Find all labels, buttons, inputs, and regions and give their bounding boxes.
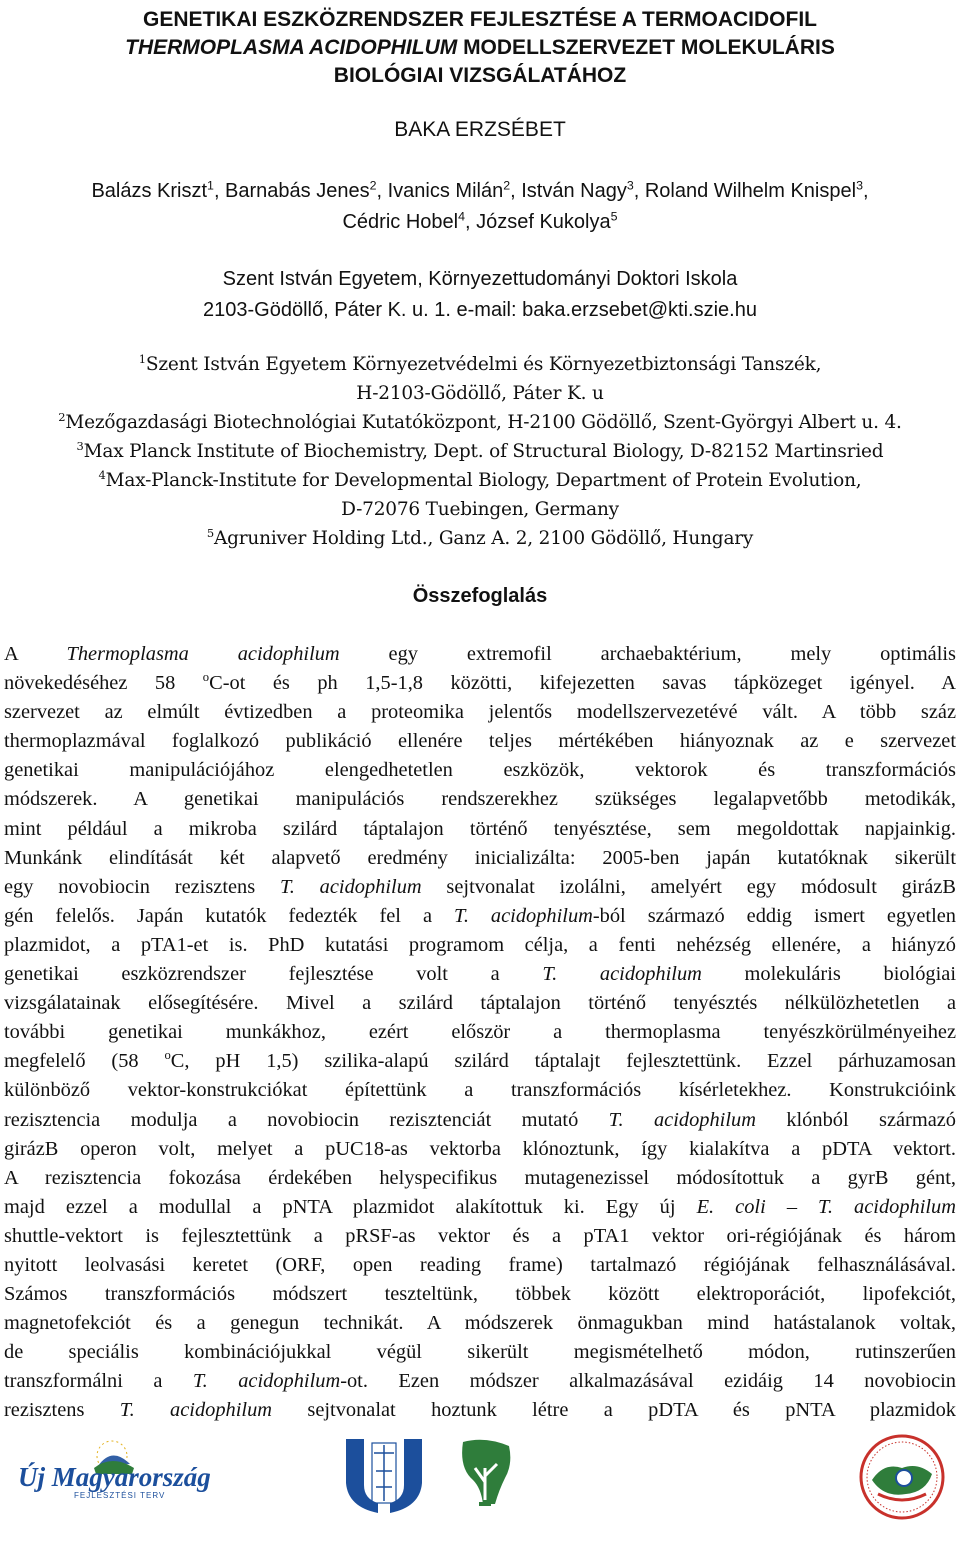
main-affiliation [0,264,960,326]
abstract-line [4,931,956,960]
university-emblem [342,1433,426,1515]
logo-wordmark: Új Magyarország [18,1462,211,1492]
coauthor-affil-num: 4 [458,209,465,224]
abstract-segment: sejtvonalat izolálni, amelyért egy módosult girázB [421,875,957,898]
affiliation-item [0,350,960,379]
abstract-line [4,1076,956,1105]
species-name: T. acidophilum [454,904,593,927]
coauthor: Cédric Hobel [342,211,459,233]
coauthor-affil-num: 3 [626,178,634,193]
affiliation-item [0,524,960,553]
tree-icon [455,1438,515,1508]
abstract-line [4,844,956,873]
abstract-segment: további genetikai munkákhoz, ezért először a thermoplasma tenyészkörülményeihez [4,1021,956,1044]
abstract-line [4,1338,956,1367]
abstract-line [4,640,956,669]
abstract-segment: girázB operon volt, melyet a pUC18-as vektorba klónoztunk, így kialakítva a pDTA vektort. [4,1137,956,1160]
species-name: T. acidophilum [119,1399,273,1422]
affiliation-text: Agruniver Holding Ltd., Ganz A. 2, 2100 Gödöllő, Hungary [213,528,754,549]
title-line-2-rest: MODELLSZERVEZET MOLEKULÁRIS [457,36,835,59]
title-line-2 [0,34,960,62]
abstract-line [4,1251,956,1280]
tree-logo [455,1438,515,1508]
affiliation-number: 1 [138,351,146,366]
abstract-line [4,960,956,989]
title-species: THERMOPLASMA ACIDOPHILUM [125,36,458,59]
coauthor-separator: , [862,180,869,202]
affiliation-text: Szent István Egyetem Környezetvédelmi és Környezetbiztonsági Tanszék, [145,354,822,375]
abstract-segment: klónból származó [755,1108,956,1131]
coauthor-affil-num: 5 [610,209,618,224]
affiliation-number: 4 [98,467,106,482]
degree-superscript: o [202,670,210,685]
coauthor-affil-num: 2 [503,178,511,193]
paper-title [0,6,960,90]
affiliation-text: H-2103-Gödöllő, Páter K. u [356,383,604,404]
affiliation-number: 2 [58,409,66,424]
title-line-3: BIOLÓGIAI VIZSGÁLATÁHOZ [333,64,627,87]
abstract-segment: thermoplazmával foglalkozó publikáció ellenére teljes mértékében hiányoznak az e szervezet [4,730,956,753]
abstract-line [4,873,956,902]
coauthor-list [0,176,960,238]
abstract-segment: mint például a mikroba szilárd táptalajon történő tenyésztése, sem megoldottak napjainkig. [4,817,956,840]
abstract-line [4,1396,956,1425]
abstract-segment: nyitott leolvasási keretet (ORF, open reading frame) tartalmazó régiójának felhasználásával. [4,1253,956,1276]
abstract-segment: vizsgálatainak elősegítésére. Mivel a szilárd táptalajon történő tenyésztés nélkülözhetetlen a [4,992,956,1015]
affiliation-item [0,437,960,466]
seal-logo [856,1434,948,1520]
affiliation-list [0,350,960,553]
main-affiliation-line-2: 2103-Gödöllő, Páter K. u. 1. e-mail: baka.erzsebet@kti.szie.hu [203,299,757,321]
abstract-segment: majd ezzel a modullal a pNTA plazmidot alakítottuk ki. Egy új [4,1195,697,1218]
uj-magyarorszag-logo [14,1434,211,1514]
abstract-segment: C, pH 1,5) szilika-alapú szilárd táptalajt fejlesztettünk. Ezzel párhuzamosan [170,1050,956,1073]
abstract-segment: molekuláris biológiai [701,963,956,986]
affiliation-number: 3 [76,438,84,453]
affiliation-item [0,408,960,437]
seal-icon [856,1434,948,1520]
coauthor-line-1 [0,176,960,207]
abstract-line [4,1018,956,1047]
species-name: T. acidophilum [192,1370,341,1393]
abstract-line [4,902,956,931]
abstract-line [4,1135,956,1164]
species-name: Thermoplasma acidophilum [66,643,340,665]
abstract-segment: Munkánk elindítását két alapvető eredmény inicializálta: 2005-ben japán kutatóknak sikerült [4,846,956,869]
abstract-segment: különböző vektor-konstrukciókat építettünk a transzformációs kísérletekhez. Konstrukcióink [4,1079,956,1102]
abstract-line [4,1280,956,1309]
affiliation-item [0,466,960,495]
coauthor-affil-num: 1 [207,178,214,193]
species-name: E. coli – T. acidophilum [696,1195,956,1218]
coauthor: , István Nagy [510,180,627,202]
abstract-segment: rezisztens [4,1399,120,1422]
affiliation-text: Mezőgazdasági Biotechnológiai Kutatóközpont, H-2100 Gödöllő, Szent-Györgyi Albert u. 4. [65,412,902,433]
abstract-segment: -ból származó eddig ismert egyetlen [592,904,956,927]
abstract-line [4,756,956,785]
affiliation-number: 5 [206,525,214,540]
abstract-line [4,1106,956,1135]
affiliation-item [0,495,960,524]
abstract-segment: magnetofekciót és a genegun technikát. A módszerek önmagukban mind hatástalanok voltak, [4,1312,956,1335]
species-name: T. acidophilum [542,963,702,986]
university-emblem-logo [342,1433,426,1515]
abstract-segment: A [4,643,67,665]
abstract-segment: plazmidot, a pTA1-et is. PhD kutatási programom célja, a fenti nehézség ellenére, a hiányzó [4,933,956,956]
abstract-segment: genetikai manipulációjához elengedhetetlen eszközök, vektorok és transzformációs [4,759,956,782]
abstract-segment: transzformálni a [4,1370,193,1393]
abstract-line [4,1222,956,1251]
abstract-line [4,727,956,756]
abstract-line [4,989,956,1018]
abstract-segment: növekedéséhez 58 [4,672,203,695]
section-heading: Összefoglalás [412,585,548,607]
main-affiliation-line-1: Szent István Egyetem, Környezettudományi Doktori Iskola [222,268,738,290]
abstract-segment: C-ot és ph 1,5-1,8 közötti, kifejezetten savas tápközeget igényel. A [209,672,956,695]
abstract-segment: de speciális kombinációjukkal végül sikerült megismételhető módon, rutinszerűen [4,1341,956,1364]
coauthor: Balázs Kriszt [91,180,208,202]
abstract-line [4,1047,956,1076]
species-name: T. acidophilum [608,1108,756,1131]
logo-subtitle: FEJLESZTÉSI TERV [74,1491,166,1500]
abstract-segment: szervezet az elmúlt évtizedben a proteomika jelentős modellszervezetévé vált. A több száz [4,701,956,724]
abstract-line [4,785,956,814]
abstract-line [4,698,956,727]
affiliation-text: Max Planck Institute of Biochemistry, Dept. of Structural Biology, D-82152 Martinsried [83,441,884,462]
abstract-segment: genetikai eszközrendszer fejlesztése volt a [4,963,543,986]
species-name: T. acidophilum [279,875,422,898]
abstract-segment: Számos transzformációs módszert teszteltünk, többek között elektroporációt, lipofekciót, [4,1283,956,1306]
coauthor: , Barnabás Jenes [213,180,370,202]
coauthor-affil-num: 3 [856,178,863,193]
coauthor: , Roland Wilhelm Knispel [633,180,857,202]
affiliation-item [0,379,960,408]
coauthor: , Ivanics Milán [376,180,504,202]
title-line-1: GENETIKAI ESZKÖZRENDSZER FEJLESZTÉSE A TERMOACIDOFIL [143,8,817,31]
author-name: BAKA ERZSÉBET [394,118,566,141]
abstract-line [4,1164,956,1193]
abstract-segment: A rezisztencia fokozása érdekében helyspecifikus mutagenezissel módosítottuk a gyrB gént, [4,1166,956,1189]
abstract-segment: shuttle-vektort is fejlesztettünk a pRSF-as vektor és a pTA1 vektor ori-régiójának és három [4,1224,956,1247]
abstract-segment: -ot. Ezen módszer alkalmazásával ezidáig 14 novobiocin [340,1370,956,1393]
abstract-segment: egy extremofil archaebaktérium, mely optimális [339,643,956,665]
degree-superscript: o [164,1048,171,1063]
abstract-line [4,1309,956,1338]
coauthor: , József Kukolya [464,211,611,233]
affiliation-text: D-72076 Tuebingen, Germany [341,499,619,520]
affiliation-text: Max-Planck-Institute for Developmental Biology, Department of Protein Evolution, [105,470,862,491]
abstract-segment: módszerek. A genetikai manipulációs rendszerekhez szükséges legalapvetőbb metodikák, [4,788,956,811]
abstract-segment: megfelelő (58 [4,1050,165,1073]
abstract-segment: rezisztencia modulja a novobiocin rezisztenciát mutató [4,1108,609,1131]
coauthor-affil-num: 2 [369,178,377,193]
abstract-segment: sejtvonalat hoztunk létre a pDTA és pNTA plazmidok [272,1399,956,1422]
abstract-line [4,815,956,844]
abstract-text [4,640,956,1426]
abstract-line [4,1367,956,1396]
abstract-line [4,1193,956,1222]
abstract-line [4,669,956,698]
abstract-segment: gén felelős. Japán kutatók fedezték fel a [4,904,455,927]
coauthor-line-2 [0,207,960,238]
abstract-segment: egy novobiocin rezisztens [4,875,280,898]
uj-magyarorszag-emblem [14,1434,211,1514]
